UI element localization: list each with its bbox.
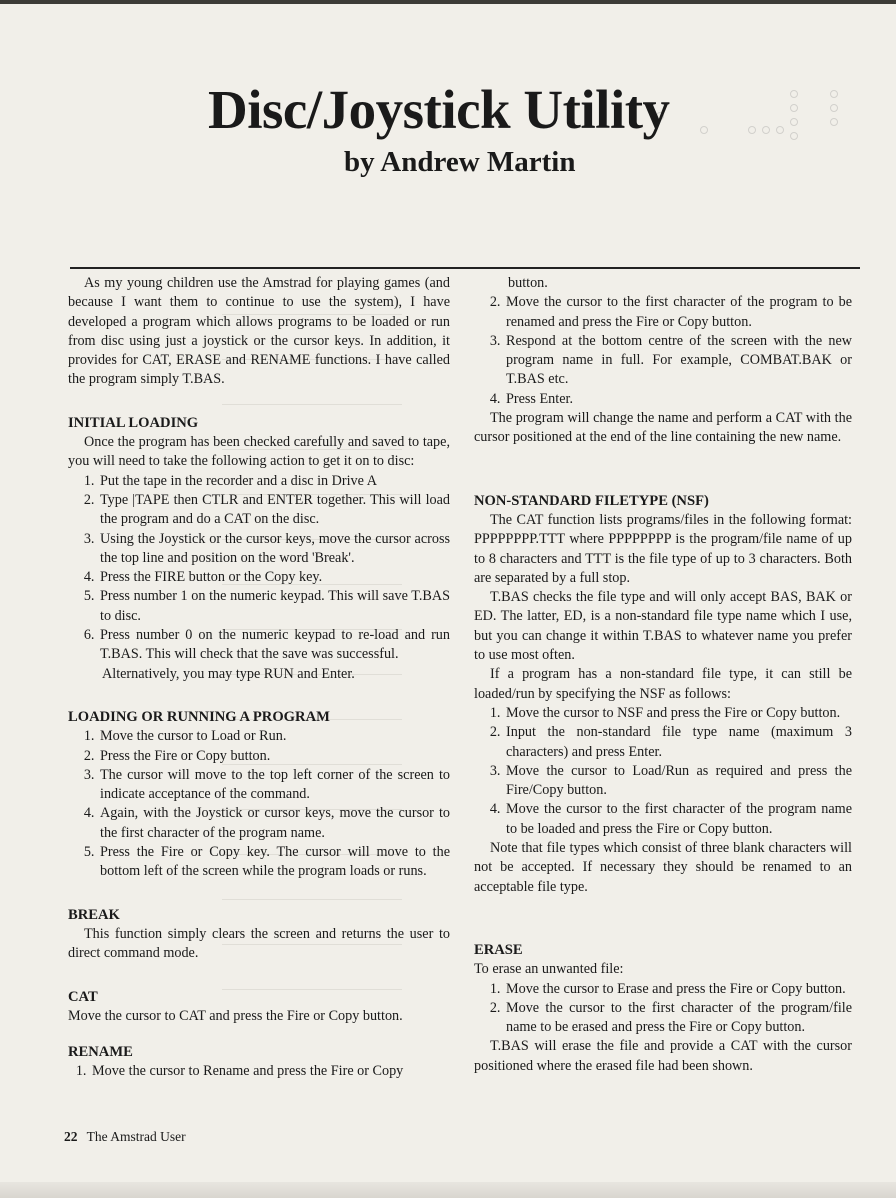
erase-heading: ERASE xyxy=(474,941,523,958)
list-item: 3. Respond at the bottom centre of the screen with the new program name in full. For example, COMBAT.BAK or T.BAS etc. xyxy=(504,332,852,390)
nsf-paragraph-2: T.BAS checks the file type and will only accept BAS, BAK or ED. The latter, ED, is a non-standard file type name which I use, but you can change it within T.BAS to whatever name you prefer to use most often. xyxy=(474,589,852,664)
cat-heading: CAT xyxy=(68,988,98,1005)
nsf-steps xyxy=(474,704,852,839)
header-rule xyxy=(70,267,860,269)
rename-heading: RENAME xyxy=(68,1044,133,1061)
loading-running-heading: LOADING OR RUNNING A PROGRAM xyxy=(68,708,330,725)
list-item: 3. The cursor will move to the top left corner of the screen to indicate acceptance of the command. xyxy=(98,766,450,805)
article-byline: by Andrew Martin xyxy=(344,146,576,178)
initial-loading-heading: INITIAL LOADING xyxy=(68,414,199,431)
list-item: 1. Move the cursor to Load or Run. xyxy=(98,727,450,746)
nsf-heading: NON-STANDARD FILETYPE (NSF) xyxy=(474,492,709,509)
break-text: This function simply clears the screen and returns the user to direct command mode. xyxy=(68,925,450,962)
list-item: 2. Press the Fire or Copy button. xyxy=(98,747,450,766)
list-item: 4. Press Enter. xyxy=(504,390,852,409)
intro-paragraph: As my young children use the Amstrad for playing games (and because I want them to continue to use the system), I have developed a program which allows programs to be loaded or run from disc using just a joystick or the cursor keys. In addition, it provides for CAT, ERASE and RENAME functions. I have called the program simply T.BAS. xyxy=(68,275,450,388)
list-item: 1. Move the cursor to Erase and press the Fire or Copy button. xyxy=(504,980,852,999)
publication-name: The Amstrad User xyxy=(86,1129,186,1144)
rename-step1-continued: button. xyxy=(508,275,548,291)
nsf-note: Note that file types which consist of three blank characters will not be accepted. If necessary they should be renamed to an acceptable file type. xyxy=(474,840,852,895)
initial-loading-steps xyxy=(68,472,450,665)
nsf-paragraph-3: If a program has a non-standard file type, it can still be loaded/run by specifying the NSF as follows: xyxy=(474,666,852,702)
rename-steps xyxy=(474,293,852,409)
page-bottom-edge xyxy=(0,1182,896,1198)
list-item: 2. Move the cursor to the first character of the program/file name to be erased and press the Fire or Copy button. xyxy=(504,999,852,1038)
list-item: 6. Press number 0 on the numeric keypad to re-load and run T.BAS. This will check that the save was successful. xyxy=(98,626,450,665)
left-column xyxy=(68,274,450,1082)
page-top-edge xyxy=(0,0,896,4)
nsf-paragraph-1: The CAT function lists programs/files in the following format: PPPPPPPP.TTT where PPPPPPPP is the program/file name of up to 8 characters and TTT is the file type of up to 3 characters. Both are separated by a full stop. xyxy=(474,511,852,586)
rename-outro: The program will change the name and perform a CAT with the cursor positioned at the end of the line containing the new name. xyxy=(474,410,852,446)
list-item: 4. Move the cursor to the first character of the program name to be loaded and press the Fire or Copy button. xyxy=(504,800,852,839)
list-item: 1. Move the cursor to Rename and press the Fire or Copy xyxy=(90,1062,450,1081)
page-footer xyxy=(64,1129,186,1145)
list-item: 4. Again, with the Joystick or cursor keys, move the cursor to the first character of the program name. xyxy=(98,804,450,843)
initial-loading-alternative: Alternatively, you may type RUN and Enter. xyxy=(102,665,355,682)
cat-text: Move the cursor to CAT and press the Fire or Copy button. xyxy=(68,1007,403,1024)
list-item: 3. Using the Joystick or the cursor keys, move the cursor across the top line and position on the word 'Break'. xyxy=(98,530,450,569)
article-title: Disc/Joystick Utility xyxy=(208,79,670,140)
list-item: 2. Move the cursor to the first character of the program to be renamed and press the Fire or Copy button. xyxy=(504,293,852,332)
right-column xyxy=(474,274,852,1076)
erase-steps xyxy=(474,980,852,1038)
list-item: 3. Move the cursor to Load/Run as required and press the Fire/Copy button. xyxy=(504,762,852,801)
loading-running-steps xyxy=(68,727,450,881)
list-item: 1. Move the cursor to NSF and press the Fire or Copy button. xyxy=(504,704,852,723)
list-item: 2. Type |TAPE then CTLR and ENTER together. This will load the program and do a CAT on the disc. xyxy=(98,491,450,530)
list-item: 5. Press number 1 on the numeric keypad. This will save T.BAS to disc. xyxy=(98,587,450,626)
page-number: 22 xyxy=(64,1129,78,1144)
initial-loading-intro: Once the program has been checked carefully and saved to tape, you will need to take the following action to get it on to disc: xyxy=(68,434,450,470)
list-item: 2. Input the non-standard file type name (maximum 3 characters) and press Enter. xyxy=(504,723,852,762)
break-heading: BREAK xyxy=(68,906,120,923)
list-item: 4. Press the FIRE button or the Copy key. xyxy=(98,568,450,587)
list-item: 1. Put the tape in the recorder and a disc in Drive A xyxy=(98,472,450,491)
list-item: 5. Press the Fire or Copy key. The cursor will move to the bottom left of the screen while the program loads or runs. xyxy=(98,843,450,882)
rename-steps-start xyxy=(68,1062,450,1081)
erase-outro: T.BAS will erase the file and provide a CAT with the cursor positioned where the erased file had been shown. xyxy=(474,1038,852,1074)
erase-intro: To erase an unwanted file: xyxy=(474,961,624,978)
